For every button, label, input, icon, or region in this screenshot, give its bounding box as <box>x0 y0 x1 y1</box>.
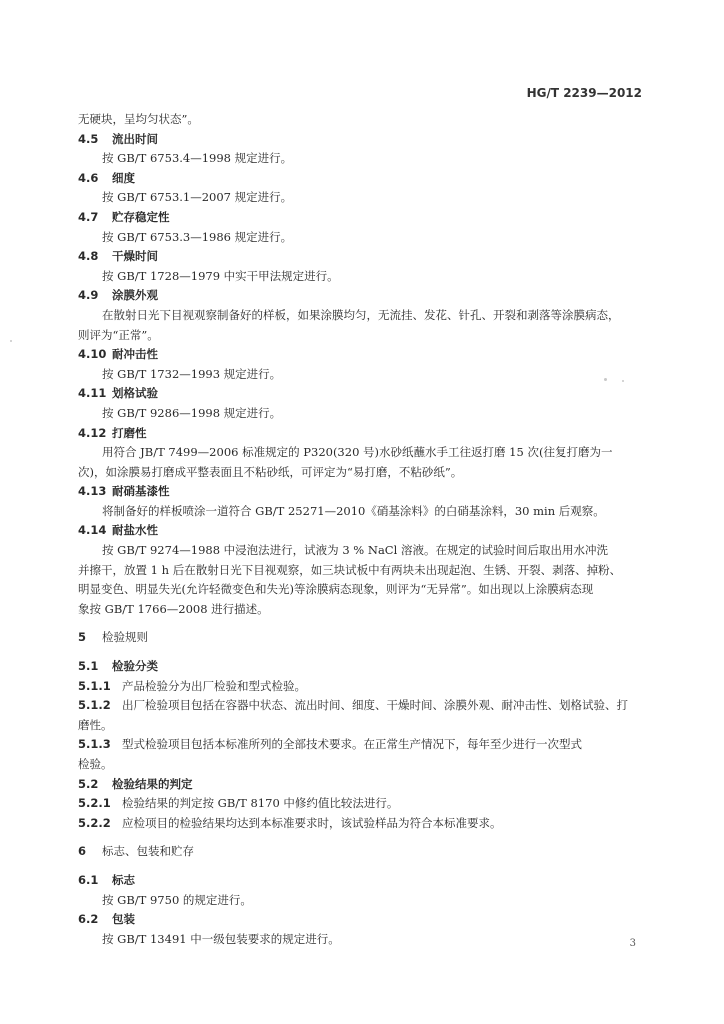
clause-number: 5.1 <box>78 659 99 674</box>
clause-title: 打磨性 <box>112 425 147 440</box>
paragraph-continuation: 象按 GB/T 1766—2008 进行描述。 <box>78 601 269 616</box>
clause-heading <box>78 384 640 404</box>
clause-heading <box>78 286 640 306</box>
paragraph-line: 用符合 JB/T 7499—2006 标准规定的 P320(320 号)水砂纸蘸水手工往返打磨 15 次(往复打磨为一 <box>102 445 613 460</box>
clause-title: 干燥时间 <box>112 249 158 264</box>
clause-heading <box>78 130 640 150</box>
paragraph-line: 按 GB/T 13491 中一级包装要求的规定进行。 <box>102 931 340 946</box>
clause-number: 4.7 <box>78 209 99 224</box>
clause-number: 6.2 <box>78 912 99 927</box>
paragraph-line: 按 GB/T 6753.3—1986 规定进行。 <box>102 229 293 244</box>
paragraph-line: 按 GB/T 1732—1993 规定进行。 <box>102 366 282 381</box>
paragraph-continuation: 无硬块，呈均匀状态”。 <box>78 112 199 126</box>
standard-code: HG/T 2239—2012 <box>526 86 642 100</box>
clause-title: 耐硝基漆性 <box>112 484 170 499</box>
clause-title: 流出时间 <box>112 131 158 146</box>
clause-number: 4.5 <box>78 131 99 146</box>
subclause-number: 5.1.1 <box>78 678 111 693</box>
clause-number: 6.1 <box>78 872 99 887</box>
clause-title: 检验分类 <box>112 659 158 674</box>
clause-heading <box>78 424 640 444</box>
clause-heading <box>78 521 640 541</box>
clause-heading <box>78 345 640 365</box>
clause-title: 包装 <box>112 912 135 927</box>
subclause-number: 5.2.1 <box>78 796 111 811</box>
subclause-number: 5.2.2 <box>78 815 111 830</box>
clause-number: 4.6 <box>78 170 99 185</box>
subclause-line <box>78 794 640 814</box>
section-number: 5 <box>78 630 87 645</box>
paragraph-line: 按 GB/T 9286—1998 规定进行。 <box>102 405 282 420</box>
document-body <box>78 110 640 949</box>
subclause-text: 型式检验项目包括本标准所列的全部技术要求。在正常生产情况下，每年至少进行一次型式 <box>122 737 582 752</box>
subclause-text: 出厂检验项目包括在容器中状态、流出时间、细度、干燥时间、涂膜外观、耐冲击性、划格试验、打 <box>122 698 628 713</box>
subclause-line <box>78 696 640 716</box>
section-heading <box>78 628 640 648</box>
clause-number: 5.2 <box>78 776 99 791</box>
clause-number: 4.11 <box>78 386 107 401</box>
paragraph-line: 在散射日光下目视观察制备好的样板，如果涂膜均匀，无流挂、发花、针孔、开裂和剥落等涂膜病态， <box>102 307 620 322</box>
paragraph-continuation: 明显变色、明显失光(允许轻微变色和失光)等涂膜病态现象，则评为“无异常”。如出现以上涂膜病态现 <box>78 582 594 597</box>
clause-title: 细度 <box>112 170 135 185</box>
section-gap <box>78 862 640 871</box>
subclause-text: 产品检验分为出厂检验和型式检验。 <box>122 678 306 693</box>
section-gap <box>78 833 640 842</box>
clause-title: 标志 <box>112 872 135 887</box>
clause-number: 4.10 <box>78 347 107 362</box>
clause-heading <box>78 871 640 891</box>
section-heading <box>78 842 640 862</box>
clause-heading <box>78 657 640 677</box>
clause-heading <box>78 169 640 189</box>
section-gap <box>78 619 640 628</box>
paragraph-continuation: 次)，如涂膜易打磨成平整表面且不粘砂纸，可评定为“易打磨，不粘砂纸”。 <box>78 464 463 479</box>
paragraph-line: 将制备好的样板喷涂一道符合 GB/T 25271—2010《硝基涂料》的白硝基涂料，30 min 后观察。 <box>102 503 605 518</box>
paragraph-continuation: 检验。 <box>78 757 113 771</box>
paragraph-continuation: 则评为“正常”。 <box>78 327 159 342</box>
subclause-line <box>78 814 640 834</box>
page-number: 3 <box>629 938 636 949</box>
subclause-text: 检验结果的判定按 GB/T 8170 中修约值比较法进行。 <box>122 796 399 811</box>
paragraph-line: 按 GB/T 9750 的规定进行。 <box>102 892 252 907</box>
paragraph-line: 按 GB/T 6753.1—2007 规定进行。 <box>102 190 293 205</box>
clause-title: 涂膜外观 <box>112 288 158 303</box>
paragraph-line: 按 GB/T 6753.4—1998 规定进行。 <box>102 151 293 166</box>
scan-speck <box>10 340 12 342</box>
clause-title: 贮存稳定性 <box>112 209 170 224</box>
clause-title: 耐盐水性 <box>112 523 158 538</box>
section-number: 6 <box>78 844 87 859</box>
clause-number: 4.9 <box>78 288 99 303</box>
clause-heading <box>78 775 640 795</box>
clause-number: 4.12 <box>78 425 107 440</box>
clause-heading <box>78 247 640 267</box>
subclause-line <box>78 677 640 697</box>
paragraph-continuation: 磨性。 <box>78 717 113 732</box>
subclause-number: 5.1.3 <box>78 737 111 752</box>
clause-heading <box>78 910 640 930</box>
section-title: 检验规则 <box>102 630 148 645</box>
section-title: 标志、包装和贮存 <box>102 844 194 859</box>
scan-speck <box>622 380 624 382</box>
paragraph-line: 按 GB/T 9274—1988 中浸泡法进行，试液为 3 % NaCl 溶液。在规定的试验时间后取出用水冲洗 <box>102 543 608 558</box>
clause-title: 划格试验 <box>112 386 158 401</box>
scan-speck <box>604 378 607 381</box>
clause-title: 耐冲击性 <box>112 347 158 362</box>
paragraph-line: 按 GB/T 1728—1979 中实干甲法规定进行。 <box>102 268 339 283</box>
section-gap <box>78 648 640 657</box>
clause-heading <box>78 482 640 502</box>
clause-number: 4.14 <box>78 523 107 538</box>
clause-number: 4.13 <box>78 484 107 499</box>
subclause-number: 5.1.2 <box>78 698 111 713</box>
clause-heading <box>78 208 640 228</box>
paragraph-continuation: 并擦干，放置 1 h 后在散射日光下目视观察，如三块试板中有两块未出现起泡、生锈、开裂、剥落、掉粉、 <box>78 562 622 577</box>
subclause-line <box>78 735 640 755</box>
clause-title: 检验结果的判定 <box>112 776 193 791</box>
clause-number: 4.8 <box>78 249 99 264</box>
subclause-text: 应检项目的检验结果均达到本标准要求时，该试验样品为符合本标准要求。 <box>122 815 502 830</box>
